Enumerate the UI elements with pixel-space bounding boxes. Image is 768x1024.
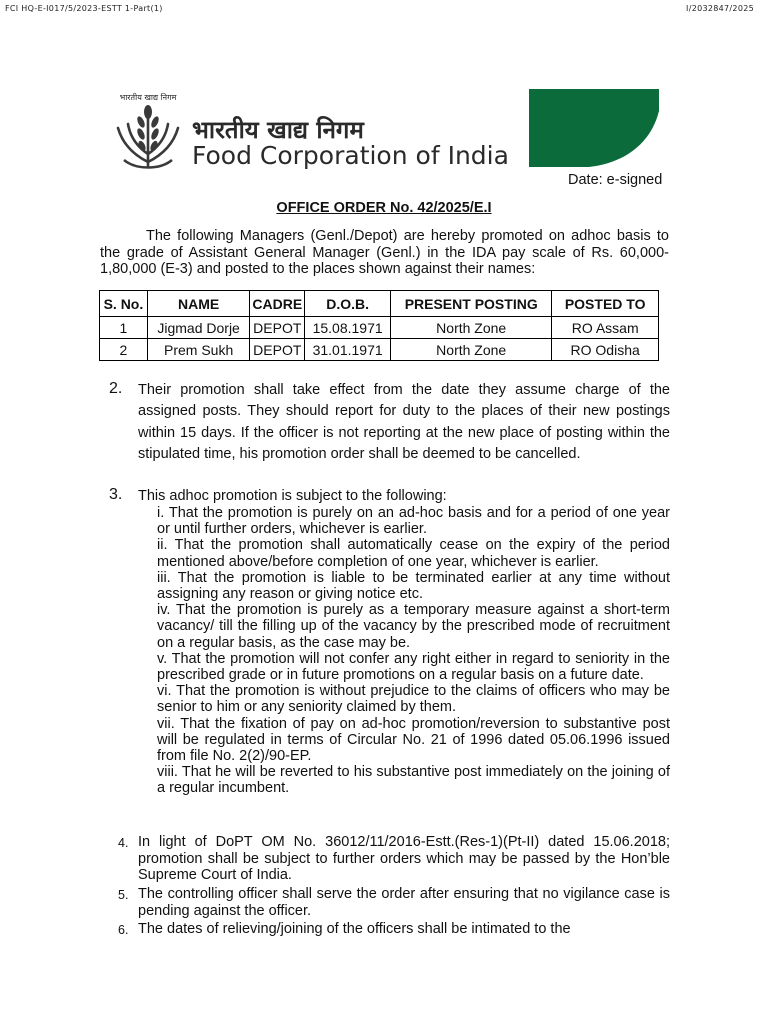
col-header-name: NAME [147,291,250,317]
fci-green-logo-mark [529,89,659,167]
date-line: Date: e-signed [568,172,663,188]
emblem-text: भारतीय खाद्य निगम [119,93,177,102]
condition-item: iv. That the promotion is purely as a temporary measure against a short-term vacancy/ till the filling up of the vacancy by the prescribed mode of recruitment on a regular basis, as the case may be. [157,602,670,651]
paragraph-number-5: 5. [118,888,129,902]
condition-item: v. That the promotion will not confer any right either in regard to seniority in the prescribed grade or in future promotions on a regular basis on a future date. [157,650,670,684]
cell-dob: 15.08.1971 [305,317,391,339]
paragraph-5: The controlling officer shall serve the order after ensuring that no vigilance case is pending against the officer. [138,886,670,919]
col-header-cadre: CADRE [250,291,305,317]
cell-sno: 2 [100,339,148,361]
promotion-table [99,290,659,361]
fci-emblem-icon [106,88,190,172]
condition-item: i. That the promotion is purely on an ad-hoc basis and for a period of one year or until further orders, whichever is earlier. [157,505,670,538]
paragraph-6: The dates of relieving/joining of the officers shall be intimated to the [138,921,571,937]
file-reference: FCI HQ-E-I017/5/2023-ESTT 1-Part(1) [5,4,163,13]
condition-item: ii. That the promotion shall automatically cease on the expiry of the period mentioned above/before completion of one year, whichever is earlier. [157,537,670,570]
cell-dob: 31.01.1971 [305,339,391,361]
table-header-row [100,291,659,317]
paragraph-number-3: 3. [109,486,123,503]
cell-name: Prem Sukh [147,339,250,361]
cell-cadre: DEPOT [250,339,305,361]
cell-name: Jigmad Dorje [147,317,250,339]
logo-hindi-name: भारतीय खाद्य निगम [192,116,364,144]
cell-present-posting: North Zone [391,317,552,339]
condition-item: vi. That the promotion is without prejudice to the claims of officers who may be senior to him or any seniority claimed by them. [157,683,670,716]
col-header-sno: S. No. [100,291,148,317]
cell-cadre: DEPOT [250,317,305,339]
cell-sno: 1 [100,317,148,339]
order-title: OFFICE ORDER No. 42/2025/E.I [276,200,492,216]
paragraph-4: In light of DoPT OM No. 36012/11/2016-Estt.(Res-1)(Pt-II) dated 15.06.2018; promotion shall be subject to further orders which may be passed by the Hon’ble Supreme Court of India. [138,834,670,883]
intro-paragraph: The following Managers (Genl./Depot) are hereby promoted on adhoc basis to the grade of Assistant General Manager (Genl.) in the IDA pay scale of Rs. 60,000-1,80,000 (E-3) and posted to the places shown against their names: [100,228,669,277]
table-row [100,339,659,361]
condition-item: viii. That he will be reverted to his substantive post immediately on the joining of a regular incumbent. [157,764,670,797]
cell-present-posting: North Zone [391,339,552,361]
condition-item: vii. That the fixation of pay on ad-hoc promotion/reversion to substantive post will be regulated in terms of Circular No. 21 of 1996 dated 05.06.1996 issued from file No. 2(2)/90-EP. [157,715,670,765]
condition-item: iii. That the promotion is liable to be terminated earlier at any time without assigning any reason or giving notice etc. [157,569,670,603]
paragraph-2: Their promotion shall take effect from the date they assume charge of the assigned posts. They should report for duty to the places of their new postings within 15 days. If the officer is not reporting at the new place of posting within the stipulated time, his promotion order shall be deemed to be cancelled. [138,382,670,462]
paragraph-number-4: 4. [118,836,129,850]
paragraph-number-6: 6. [118,923,129,937]
cell-posted-to: RO Assam [552,317,659,339]
paragraph-3: This adhoc promotion is subject to the following: [138,488,447,504]
table-row [100,317,659,339]
col-header-posted-to: POSTED TO [552,291,659,317]
col-header-dob: D.O.B. [305,291,391,317]
cell-posted-to: RO Odisha [552,339,659,361]
col-header-present-posting: PRESENT POSTING [391,291,552,317]
logo-english-name: Food Corporation of India [192,141,509,170]
document-reference: I/2032847/2025 [686,4,754,13]
paragraph-number-2: 2. [109,380,123,397]
conditions-list [157,505,670,797]
